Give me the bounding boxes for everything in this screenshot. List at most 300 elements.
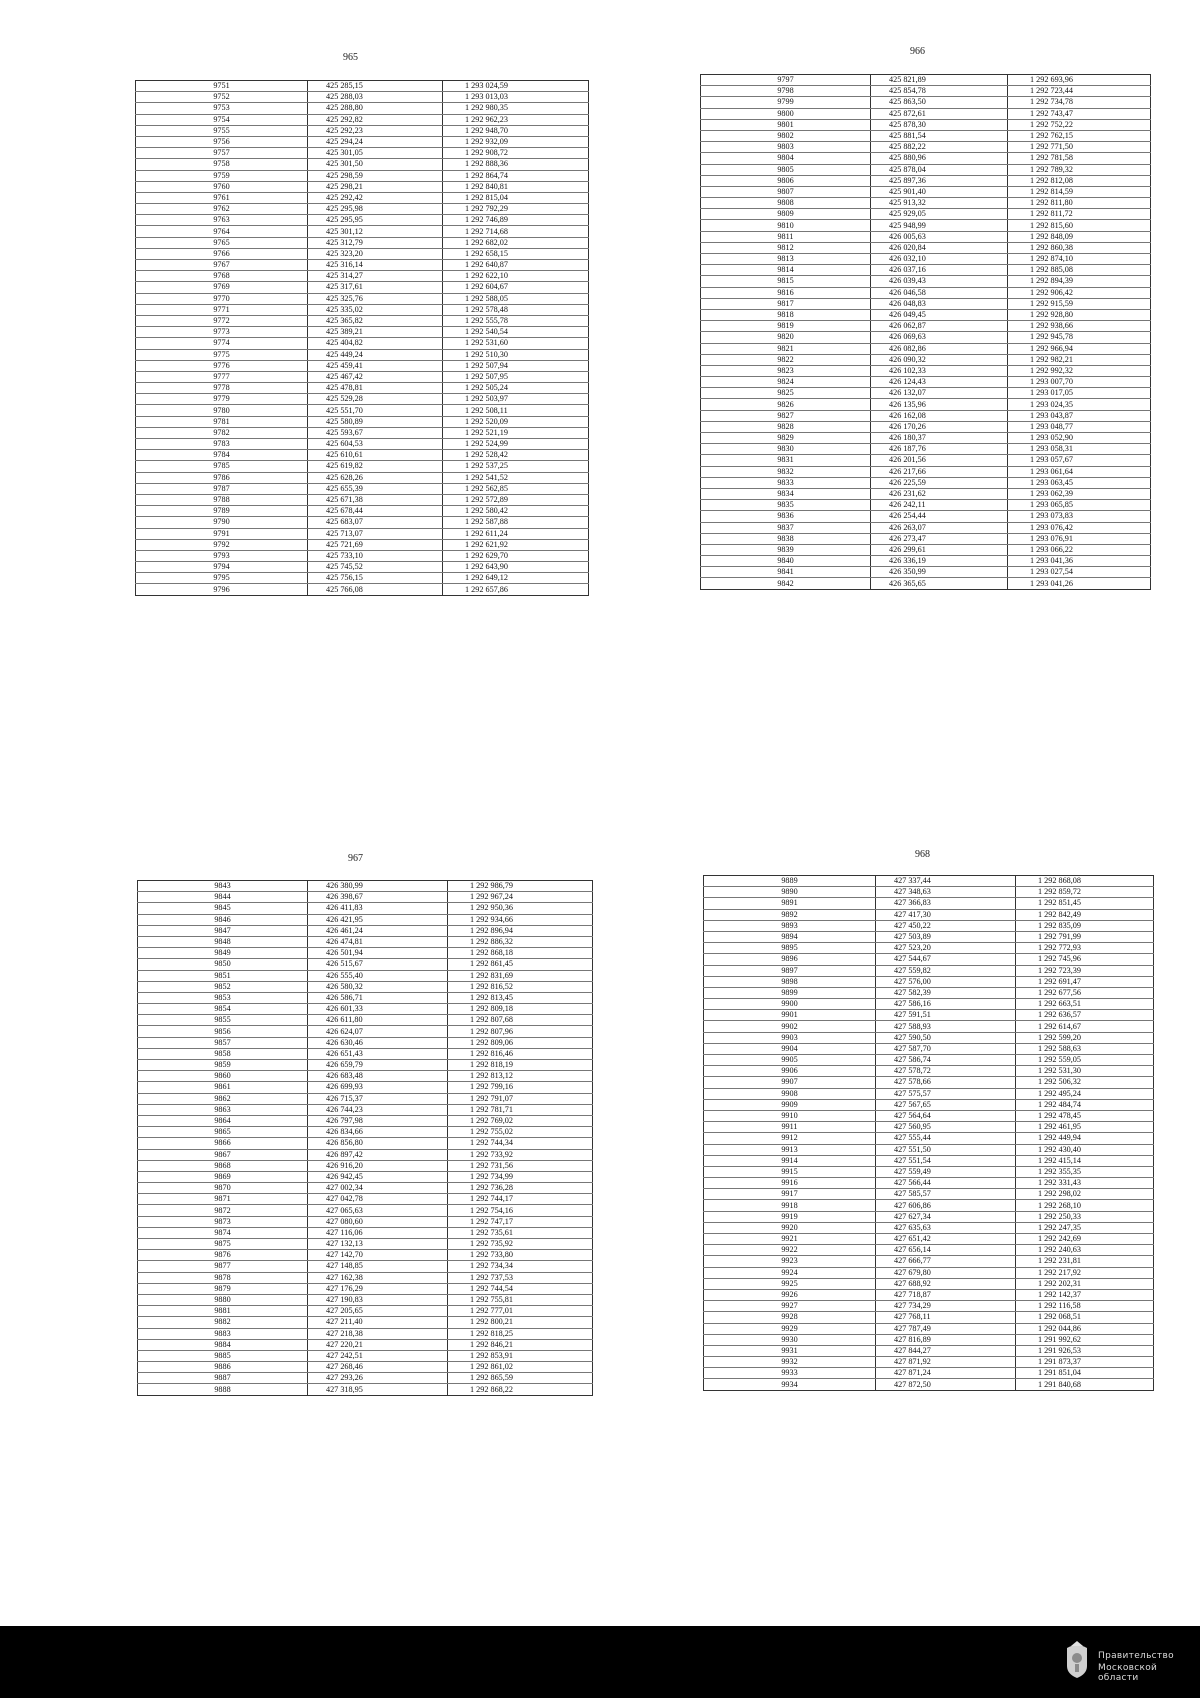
point-number: 9905 (704, 1055, 876, 1066)
point-number: 9783 (136, 439, 308, 450)
table-row (138, 1194, 593, 1205)
point-number: 9771 (136, 304, 308, 315)
point-number: 9848 (138, 936, 308, 947)
y-coordinate: 1 293 063,45 (1008, 477, 1151, 488)
x-coordinate: 425 897,36 (871, 175, 1008, 186)
point-number: 9835 (701, 500, 871, 511)
point-number: 9916 (704, 1178, 876, 1189)
point-number: 9871 (138, 1194, 308, 1205)
table-row (701, 365, 1151, 376)
table-row (136, 215, 589, 226)
x-coordinate: 425 901,40 (871, 186, 1008, 197)
point-number: 9877 (138, 1261, 308, 1272)
point-number: 9768 (136, 271, 308, 282)
y-coordinate: 1 293 041,36 (1008, 556, 1151, 567)
x-coordinate: 425 882,22 (871, 142, 1008, 153)
x-coordinate: 425 317,61 (308, 282, 443, 293)
x-coordinate: 427 503,89 (876, 931, 1016, 942)
x-coordinate: 425 292,82 (308, 114, 443, 125)
point-number: 9847 (138, 925, 308, 936)
table-row (704, 999, 1154, 1010)
point-number: 9757 (136, 148, 308, 159)
point-number: 9784 (136, 450, 308, 461)
point-number: 9918 (704, 1200, 876, 1211)
x-coordinate: 426 037,16 (871, 265, 1008, 276)
x-coordinate: 425 878,30 (871, 119, 1008, 130)
y-coordinate: 1 292 737,53 (448, 1272, 593, 1283)
point-number: 9909 (704, 1099, 876, 1110)
table-row (701, 477, 1151, 488)
point-number: 9883 (138, 1328, 308, 1339)
y-coordinate: 1 292 966,94 (1008, 343, 1151, 354)
point-number: 9754 (136, 114, 308, 125)
page-number: 967 (348, 853, 363, 864)
x-coordinate: 427 586,74 (876, 1055, 1016, 1066)
x-coordinate: 426 135,96 (871, 399, 1008, 410)
point-number: 9850 (138, 959, 308, 970)
x-coordinate: 425 880,96 (871, 153, 1008, 164)
point-number: 9838 (701, 533, 871, 544)
x-coordinate: 426 365,65 (871, 578, 1008, 589)
x-coordinate: 426 580,32 (308, 981, 448, 992)
x-coordinate: 425 948,99 (871, 220, 1008, 231)
x-coordinate: 426 916,20 (308, 1160, 448, 1171)
table-row (704, 1155, 1154, 1166)
point-number: 9907 (704, 1077, 876, 1088)
table-row (138, 936, 593, 947)
x-coordinate: 427 337,44 (876, 876, 1016, 887)
table-row (701, 153, 1151, 164)
point-number: 9897 (704, 965, 876, 976)
point-number: 9758 (136, 159, 308, 170)
point-number: 9893 (704, 920, 876, 931)
y-coordinate: 1 293 062,39 (1008, 488, 1151, 499)
table-row (136, 226, 589, 237)
y-coordinate: 1 292 733,80 (448, 1250, 593, 1261)
point-number: 9751 (136, 81, 308, 92)
point-number: 9876 (138, 1250, 308, 1261)
table-row (138, 1384, 593, 1395)
table-row (138, 892, 593, 903)
table-row (136, 192, 589, 203)
table-row (136, 394, 589, 405)
table-row (136, 539, 589, 550)
x-coordinate: 425 529,28 (308, 394, 443, 405)
point-number: 9928 (704, 1312, 876, 1323)
point-number: 9884 (138, 1339, 308, 1350)
x-coordinate: 427 718,87 (876, 1289, 1016, 1300)
table-row (704, 1222, 1154, 1233)
point-number: 9782 (136, 427, 308, 438)
x-coordinate: 426 856,80 (308, 1138, 448, 1149)
x-coordinate: 425 292,23 (308, 125, 443, 136)
y-coordinate: 1 292 928,80 (1008, 309, 1151, 320)
point-number: 9806 (701, 175, 871, 186)
x-coordinate: 426 336,19 (871, 556, 1008, 567)
x-coordinate: 425 593,67 (308, 427, 443, 438)
point-number: 9865 (138, 1127, 308, 1138)
table-row (701, 533, 1151, 544)
x-coordinate: 426 586,71 (308, 992, 448, 1003)
point-number: 9781 (136, 416, 308, 427)
point-number: 9873 (138, 1216, 308, 1227)
table-row (138, 1294, 593, 1305)
x-coordinate: 427 560,95 (876, 1122, 1016, 1133)
table-row (138, 914, 593, 925)
x-coordinate: 427 566,44 (876, 1178, 1016, 1189)
point-number: 9796 (136, 584, 308, 595)
table-row (701, 410, 1151, 421)
y-coordinate: 1 292 812,08 (1008, 175, 1151, 186)
point-number: 9767 (136, 260, 308, 271)
table-row (136, 315, 589, 326)
table-row (138, 948, 593, 959)
table-row (136, 338, 589, 349)
x-coordinate: 427 211,40 (308, 1317, 448, 1328)
x-coordinate: 425 298,21 (308, 181, 443, 192)
point-number: 9760 (136, 181, 308, 192)
x-coordinate: 427 080,60 (308, 1216, 448, 1227)
point-number: 9906 (704, 1066, 876, 1077)
y-coordinate: 1 292 906,42 (1008, 287, 1151, 298)
y-coordinate: 1 293 024,35 (1008, 399, 1151, 410)
table-row (704, 1200, 1154, 1211)
point-number: 9851 (138, 970, 308, 981)
x-coordinate: 425 671,38 (308, 494, 443, 505)
table-row (704, 1345, 1154, 1356)
table-row (138, 1104, 593, 1115)
point-number: 9921 (704, 1234, 876, 1245)
y-coordinate: 1 292 528,42 (443, 450, 589, 461)
y-coordinate: 1 292 714,68 (443, 226, 589, 237)
y-coordinate: 1 292 734,34 (448, 1261, 593, 1272)
point-number: 9823 (701, 365, 871, 376)
table-row (138, 881, 593, 892)
table-row (138, 903, 593, 914)
x-coordinate: 427 816,89 (876, 1334, 1016, 1345)
table-row (701, 556, 1151, 567)
y-coordinate: 1 293 058,31 (1008, 444, 1151, 455)
y-coordinate: 1 293 076,91 (1008, 533, 1151, 544)
point-number: 9763 (136, 215, 308, 226)
x-coordinate: 426 299,61 (871, 544, 1008, 555)
table-row (701, 399, 1151, 410)
table-row (136, 416, 589, 427)
y-coordinate: 1 292 807,68 (448, 1015, 593, 1026)
table-row (138, 1306, 593, 1317)
table-row (138, 1004, 593, 1015)
point-number: 9904 (704, 1043, 876, 1054)
x-coordinate: 425 551,70 (308, 405, 443, 416)
point-number: 9800 (701, 108, 871, 119)
table-row (704, 1122, 1154, 1133)
point-number: 9920 (704, 1222, 876, 1233)
x-coordinate: 425 745,52 (308, 562, 443, 573)
y-coordinate: 1 292 896,94 (448, 925, 593, 936)
point-number: 9892 (704, 909, 876, 920)
y-coordinate: 1 292 992,32 (1008, 365, 1151, 376)
x-coordinate: 426 049,45 (871, 309, 1008, 320)
x-coordinate: 426 474,81 (308, 936, 448, 947)
x-coordinate: 425 683,07 (308, 517, 443, 528)
y-coordinate: 1 292 864,74 (443, 170, 589, 181)
table-row (138, 1272, 593, 1283)
x-coordinate: 426 082,86 (871, 343, 1008, 354)
point-number: 9866 (138, 1138, 308, 1149)
y-coordinate: 1 292 657,86 (443, 584, 589, 595)
table-row (138, 1037, 593, 1048)
y-coordinate: 1 292 735,92 (448, 1239, 593, 1250)
point-number: 9895 (704, 943, 876, 954)
y-coordinate: 1 292 814,59 (1008, 186, 1151, 197)
x-coordinate: 425 610,61 (308, 450, 443, 461)
y-coordinate: 1 292 932,09 (443, 136, 589, 147)
y-coordinate: 1 292 874,10 (1008, 254, 1151, 265)
table-row (704, 1301, 1154, 1312)
table-row (136, 181, 589, 192)
y-coordinate: 1 292 733,92 (448, 1149, 593, 1160)
point-number: 9863 (138, 1104, 308, 1115)
y-coordinate: 1 292 967,24 (448, 892, 593, 903)
x-coordinate: 427 551,54 (876, 1155, 1016, 1166)
y-coordinate: 1 292 986,79 (448, 881, 593, 892)
point-number: 9857 (138, 1037, 308, 1048)
table-row (701, 276, 1151, 287)
x-coordinate: 425 913,32 (871, 198, 1008, 209)
point-number: 9927 (704, 1301, 876, 1312)
x-coordinate: 426 744,23 (308, 1104, 448, 1115)
y-coordinate: 1 292 859,72 (1016, 887, 1154, 898)
point-number: 9911 (704, 1122, 876, 1133)
table-row (136, 304, 589, 315)
table-row (701, 377, 1151, 388)
y-coordinate: 1 292 599,20 (1016, 1032, 1154, 1043)
table-row (136, 472, 589, 483)
table-row (138, 925, 593, 936)
table-row (138, 1026, 593, 1037)
x-coordinate: 427 348,63 (876, 887, 1016, 898)
x-coordinate: 425 881,54 (871, 130, 1008, 141)
point-number: 9774 (136, 338, 308, 349)
point-number: 9759 (136, 170, 308, 181)
y-coordinate: 1 292 835,09 (1016, 920, 1154, 931)
x-coordinate: 427 567,65 (876, 1099, 1016, 1110)
point-number: 9842 (701, 578, 871, 589)
y-coordinate: 1 292 744,34 (448, 1138, 593, 1149)
point-number: 9894 (704, 931, 876, 942)
table-row (701, 544, 1151, 555)
table-row (704, 1289, 1154, 1300)
point-number: 9795 (136, 573, 308, 584)
point-number: 9859 (138, 1060, 308, 1071)
y-coordinate: 1 292 677,56 (1016, 987, 1154, 998)
point-number: 9813 (701, 254, 871, 265)
point-number: 9879 (138, 1283, 308, 1294)
point-number: 9786 (136, 472, 308, 483)
y-coordinate: 1 291 926,53 (1016, 1345, 1154, 1356)
x-coordinate: 426 254,44 (871, 511, 1008, 522)
x-coordinate: 426 601,33 (308, 1004, 448, 1015)
table-row (701, 108, 1151, 119)
point-number: 9833 (701, 477, 871, 488)
table-row (138, 1239, 593, 1250)
table-row (704, 1133, 1154, 1144)
page-number: 968 (915, 849, 930, 860)
x-coordinate: 426 039,43 (871, 276, 1008, 287)
point-number: 9860 (138, 1071, 308, 1082)
point-number: 9872 (138, 1205, 308, 1216)
point-number: 9880 (138, 1294, 308, 1305)
y-coordinate: 1 292 980,35 (443, 103, 589, 114)
footer-org-line1: Правительство (1098, 1651, 1174, 1661)
x-coordinate: 427 651,42 (876, 1234, 1016, 1245)
y-coordinate: 1 292 743,47 (1008, 108, 1151, 119)
table-row (136, 136, 589, 147)
point-number: 9772 (136, 315, 308, 326)
x-coordinate: 427 656,14 (876, 1245, 1016, 1256)
table-row (701, 332, 1151, 343)
y-coordinate: 1 292 484,74 (1016, 1099, 1154, 1110)
point-number: 9770 (136, 293, 308, 304)
table-row (701, 209, 1151, 220)
table-row (138, 1149, 593, 1160)
y-coordinate: 1 293 065,85 (1008, 500, 1151, 511)
point-number: 9779 (136, 394, 308, 405)
y-coordinate: 1 292 962,23 (443, 114, 589, 125)
y-coordinate: 1 292 240,63 (1016, 1245, 1154, 1256)
y-coordinate: 1 292 555,78 (443, 315, 589, 326)
table-row (704, 1088, 1154, 1099)
y-coordinate: 1 292 818,25 (448, 1328, 593, 1339)
x-coordinate: 427 132,13 (308, 1239, 448, 1250)
y-coordinate: 1 292 800,21 (448, 1317, 593, 1328)
point-number: 9931 (704, 1345, 876, 1356)
x-coordinate: 425 878,04 (871, 164, 1008, 175)
point-number: 9815 (701, 276, 871, 287)
y-coordinate: 1 292 693,96 (1008, 75, 1151, 86)
y-coordinate: 1 292 298,02 (1016, 1189, 1154, 1200)
x-coordinate: 425 604,53 (308, 439, 443, 450)
table-row (701, 75, 1151, 86)
table-row (701, 175, 1151, 186)
table-row (138, 970, 593, 981)
y-coordinate: 1 292 562,85 (443, 483, 589, 494)
point-number: 9756 (136, 136, 308, 147)
table-row (701, 220, 1151, 231)
point-number: 9929 (704, 1323, 876, 1334)
x-coordinate: 427 666,77 (876, 1256, 1016, 1267)
x-coordinate: 425 295,98 (308, 204, 443, 215)
y-coordinate: 1 292 734,78 (1008, 97, 1151, 108)
point-number: 9917 (704, 1189, 876, 1200)
table-row (701, 488, 1151, 499)
point-number: 9922 (704, 1245, 876, 1256)
point-number: 9858 (138, 1048, 308, 1059)
point-number: 9926 (704, 1289, 876, 1300)
x-coordinate: 426 263,07 (871, 522, 1008, 533)
x-coordinate: 425 449,24 (308, 349, 443, 360)
x-coordinate: 425 929,05 (871, 209, 1008, 220)
point-number: 9814 (701, 265, 871, 276)
y-coordinate: 1 293 017,05 (1008, 388, 1151, 399)
y-coordinate: 1 292 868,18 (448, 948, 593, 959)
y-coordinate: 1 292 506,32 (1016, 1077, 1154, 1088)
point-number: 9834 (701, 488, 871, 499)
table-row (701, 298, 1151, 309)
y-coordinate: 1 292 769,02 (448, 1115, 593, 1126)
y-coordinate: 1 292 811,72 (1008, 209, 1151, 220)
table-row (701, 242, 1151, 253)
x-coordinate: 425 294,24 (308, 136, 443, 147)
table-row (138, 1160, 593, 1171)
table-row (704, 1043, 1154, 1054)
point-number: 9852 (138, 981, 308, 992)
x-coordinate: 427 635,63 (876, 1222, 1016, 1233)
table-row (136, 483, 589, 494)
x-coordinate: 426 942,45 (308, 1171, 448, 1182)
y-coordinate: 1 293 066,22 (1008, 544, 1151, 555)
table-row (138, 1138, 593, 1149)
x-coordinate: 427 582,39 (876, 987, 1016, 998)
table-row (701, 287, 1151, 298)
x-coordinate: 427 588,93 (876, 1021, 1016, 1032)
point-number: 9825 (701, 388, 871, 399)
table-row (138, 1048, 593, 1059)
x-coordinate: 427 065,63 (308, 1205, 448, 1216)
table-row (704, 1267, 1154, 1278)
y-coordinate: 1 293 052,90 (1008, 433, 1151, 444)
x-coordinate: 426 897,42 (308, 1149, 448, 1160)
point-number: 9822 (701, 354, 871, 365)
y-coordinate: 1 292 636,57 (1016, 1010, 1154, 1021)
table-row (704, 1323, 1154, 1334)
y-coordinate: 1 292 948,70 (443, 125, 589, 136)
y-coordinate: 1 292 745,96 (1016, 954, 1154, 965)
point-number: 9811 (701, 231, 871, 242)
table-row (138, 1227, 593, 1238)
y-coordinate: 1 292 044,86 (1016, 1323, 1154, 1334)
x-coordinate: 426 630,46 (308, 1037, 448, 1048)
table-row (701, 265, 1151, 276)
table-row (136, 517, 589, 528)
y-coordinate: 1 292 853,91 (448, 1350, 593, 1361)
y-coordinate: 1 292 658,15 (443, 248, 589, 259)
point-number: 9878 (138, 1272, 308, 1283)
table-row (136, 159, 589, 170)
table-row (701, 500, 1151, 511)
table-row (704, 876, 1154, 887)
y-coordinate: 1 292 815,04 (443, 192, 589, 203)
y-coordinate: 1 292 815,60 (1008, 220, 1151, 231)
table-row (704, 1066, 1154, 1077)
x-coordinate: 425 325,76 (308, 293, 443, 304)
point-number: 9901 (704, 1010, 876, 1021)
y-coordinate: 1 292 331,43 (1016, 1178, 1154, 1189)
point-number: 9869 (138, 1171, 308, 1182)
table-row (701, 119, 1151, 130)
table-row (704, 1211, 1154, 1222)
y-coordinate: 1 292 982,21 (1008, 354, 1151, 365)
table-row (138, 1183, 593, 1194)
table-row (704, 1234, 1154, 1245)
table-row (701, 186, 1151, 197)
x-coordinate: 426 683,48 (308, 1071, 448, 1082)
x-coordinate: 427 523,20 (876, 943, 1016, 954)
point-number: 9766 (136, 248, 308, 259)
y-coordinate: 1 292 885,08 (1008, 265, 1151, 276)
x-coordinate: 427 042,78 (308, 1194, 448, 1205)
y-coordinate: 1 292 736,28 (448, 1183, 593, 1194)
